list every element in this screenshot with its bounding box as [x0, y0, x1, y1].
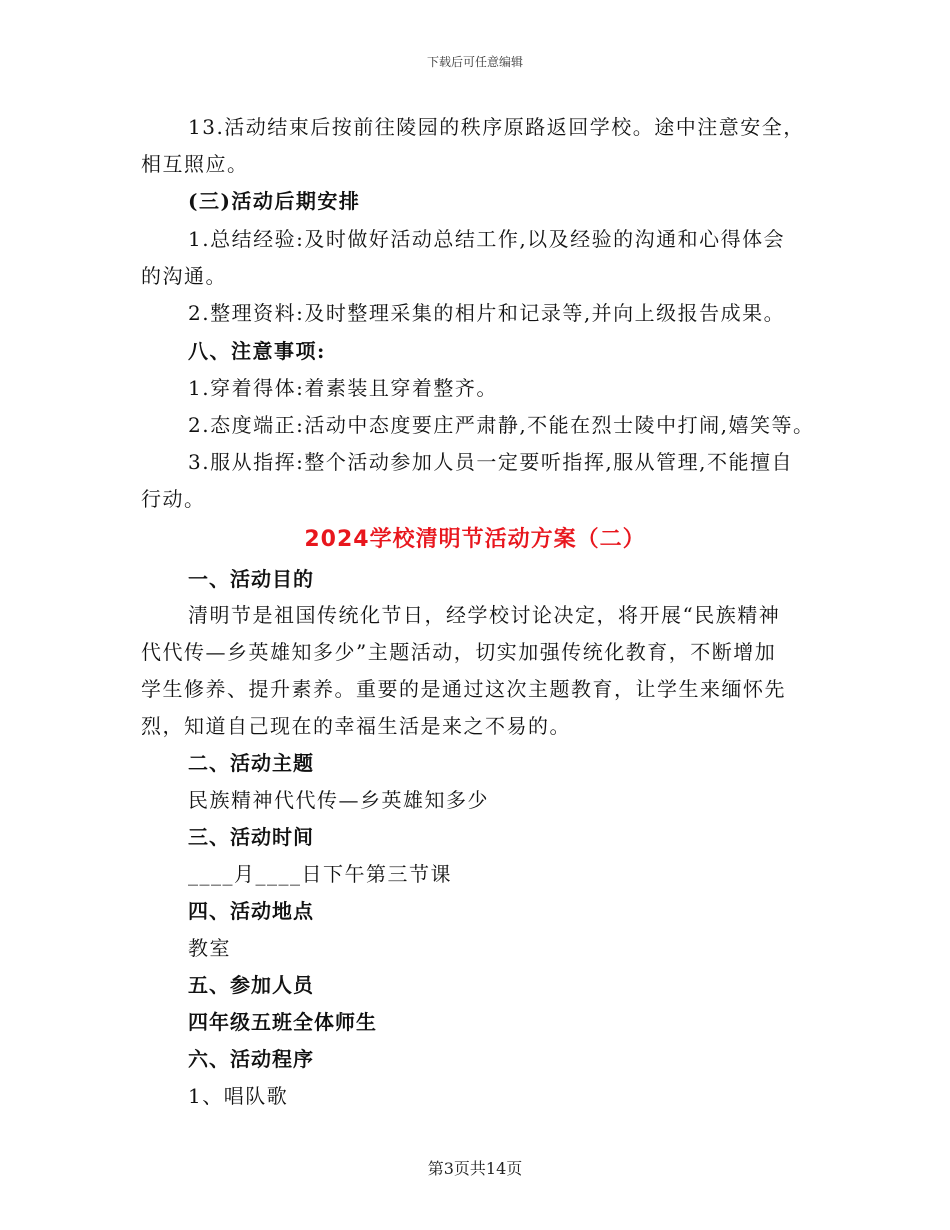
section-heading: 八、注意事项: — [188, 339, 326, 363]
paragraph-line: 四年级五班全体师生 — [188, 1010, 377, 1034]
section-heading: 三、活动时间 — [188, 825, 314, 849]
list-item: 3.服从指挥:整个活动参加人员一定要听指挥,服从管理,不能擅自 — [188, 450, 794, 474]
paragraph-line: 2.整理资料:及时整理采集的相片和记录等,并向上级报告成果。 — [188, 301, 786, 325]
section-heading: 一、活动目的 — [188, 567, 314, 591]
section-heading: 五、参加人员 — [188, 973, 314, 997]
subsection-heading: (三)活动后期安排 — [188, 189, 361, 213]
section-heading: 四、活动地点 — [188, 899, 314, 923]
paragraph-line: 相互照应。 — [141, 152, 249, 176]
paragraph-line: 民族精神代代传—乡英雄知多少 — [188, 788, 489, 812]
paragraph-line: 教室 — [188, 936, 231, 960]
paragraph-line: 学生修养、提升素养。重要的是通过这次主题教育，让学生来缅怀先 — [141, 677, 786, 701]
header-note: 下载后可任意编辑 — [426, 55, 523, 69]
paragraph-line: ____月____日下午第三节课 — [188, 862, 452, 886]
list-item: 行动。 — [141, 487, 206, 511]
list-item: 1.穿着得体:着素装且穿着整齐。 — [188, 376, 498, 400]
paragraph-line: 代代传—乡英雄知多少”主题活动，切实加强传统化教育，不断增加 — [141, 640, 777, 664]
paragraph-line: 13.活动结束后按前往陵园的秩序原路返回学校。途中注意安全， — [188, 115, 805, 139]
page-number: 第3页共14页 — [427, 1159, 523, 1178]
paragraph-line: 的沟通。 — [141, 264, 227, 288]
list-item: 1、唱队歌 — [188, 1084, 289, 1108]
document-title: 2024学校清明节活动方案（二） — [304, 527, 646, 552]
paragraph-line: 烈，知道自己现在的幸福生活是来之不易的。 — [141, 714, 571, 738]
section-heading: 六、活动程序 — [188, 1047, 314, 1071]
paragraph-line: 1.总结经验:及时做好活动总结工作,以及经验的沟通和心得体会 — [188, 227, 786, 251]
list-item: 2.态度端正:活动中态度要庄严肃静,不能在烈士陵中打闹,嬉笑等。 — [188, 413, 815, 437]
section-heading: 二、活动主题 — [188, 751, 314, 775]
paragraph-line: 清明节是祖国传统化节日，经学校讨论决定，将开展“民族精神 — [188, 603, 781, 627]
